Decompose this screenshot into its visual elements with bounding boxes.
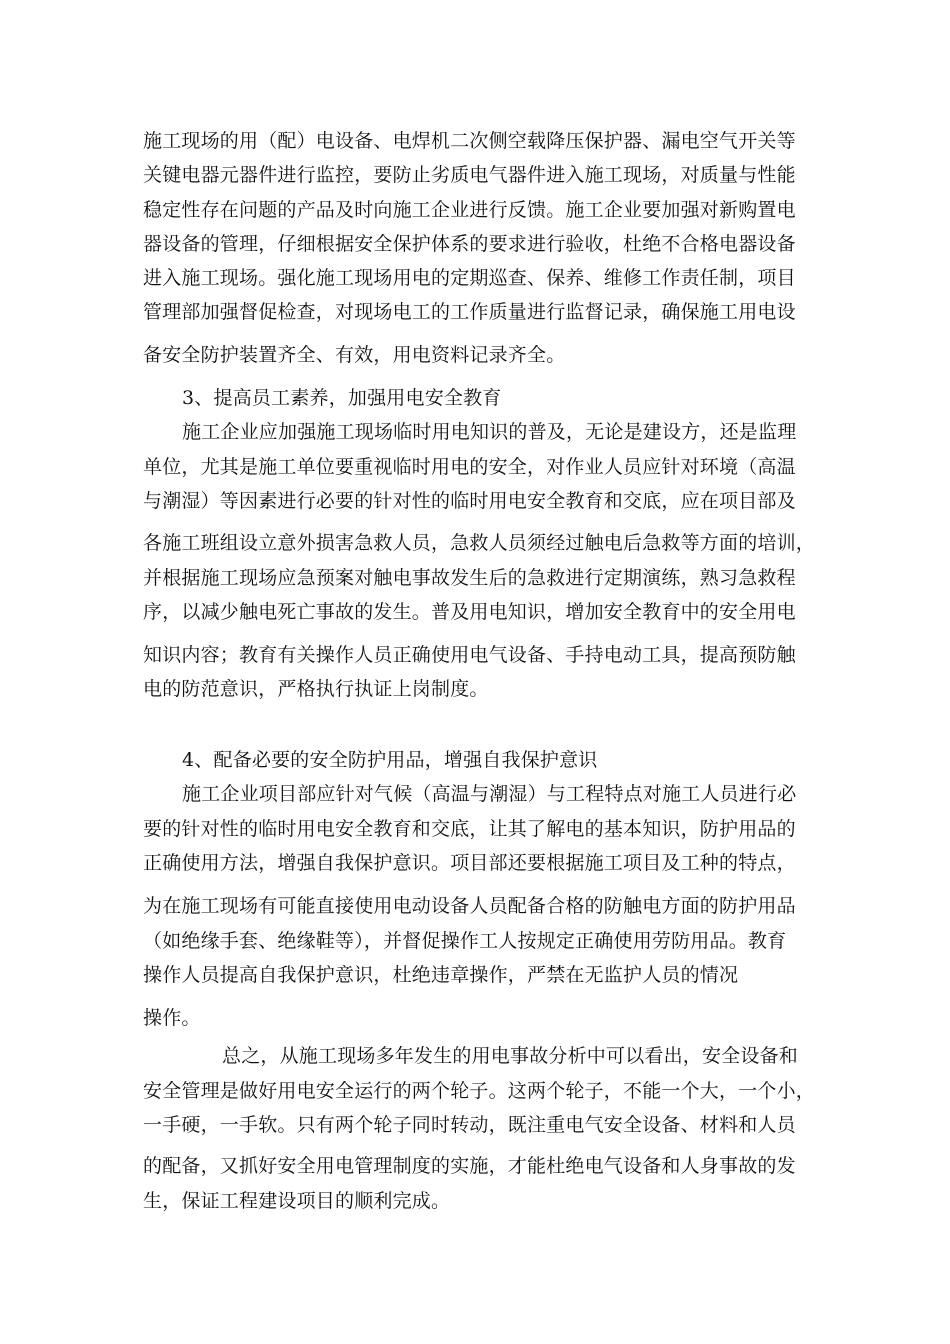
paragraph-line: 知识内容；教育有关操作人员正确使用电气设备、手持电动工具，提高预防触 xyxy=(143,644,796,666)
paragraph-line: 正确使用方法，增强自我保护意识。项目部还要根据施工项目及工种的特点， xyxy=(143,852,796,874)
summary-line: 生，保证工程建设项目的顺利完成。 xyxy=(143,1190,451,1212)
summary-line: 一手硬，一手软。只有两个轮子同时转动，既注重电气安全设备、材料和人员 xyxy=(143,1114,796,1136)
paragraph-line: 施工企业应加强施工现场临时用电知识的普及，无论是建设方，还是监理 xyxy=(182,421,797,443)
paragraph-line: 与潮湿）等因素进行必要的针对性的临时用电安全教育和交底，应在项目部及 xyxy=(143,490,796,512)
summary-line: 总之，从施工现场多年发生的用电事故分析中可以看出，安全设备和 xyxy=(222,1045,799,1067)
paragraph-line: 稳定性存在问题的产品及时向施工企业进行反馈。施工企业要加强对新购置电 xyxy=(143,199,796,221)
paragraph-line: 器设备的管理，仔细根据安全保护体系的要求进行验收，杜绝不合格电器设备 xyxy=(143,233,796,255)
paragraph-line: 序，以减少触电死亡事故的发生。普及用电知识，增加安全教育中的安全用电 xyxy=(143,601,796,623)
paragraph-line: 进入施工现场。强化施工现场用电的定期巡查、保养、维修工作责任制，项目 xyxy=(143,267,796,289)
section-heading-4: 4、配备必要的安全防护用品，增强自我保护意识 xyxy=(182,749,598,771)
paragraph-line: 电的防范意识，严格执行执证上岗制度。 xyxy=(143,678,489,700)
paragraph-line: 单位，尤其是施工单位要重视临时用电的安全，对作业人员应针对环境（高温 xyxy=(143,456,796,478)
paragraph-line: 操作。 xyxy=(143,1007,201,1029)
paragraph-line: 并根据施工现场应急预案对触电事故发生后的急救进行定期演练，熟习急救程 xyxy=(143,567,796,589)
paragraph-line: 操作人员提高自我保护意识，杜绝违章操作，严禁在无监护人员的情况 xyxy=(143,964,739,986)
paragraph-line: 各施工班组设立意外损害急救人员，急救人员须经过触电后急救等方面的培训， xyxy=(143,532,816,554)
paragraph-line: 为在施工现场有可能直接使用电动设备人员配备合格的防触电方面的防护用品 xyxy=(143,895,796,917)
paragraph-line: 施工企业项目部应针对气候（高温与潮湿）与工程特点对施工人员进行必 xyxy=(182,783,797,805)
paragraph-line: 关键电器元器件进行监控，要防止劣质电气器件进入施工现场，对质量与性能 xyxy=(143,164,796,186)
paragraph-line: 备安全防护装置齐全、有效，用电资料记录齐全。 xyxy=(143,344,566,366)
paragraph-line: （如绝缘手套、绝缘鞋等），并督促操作工人按规定正确使用劳防用品。教育 xyxy=(143,930,787,952)
paragraph-line: 施工现场的用（配）电设备、电焊机二次侧空载降压保护器、漏电空气开关等 xyxy=(143,130,796,152)
paragraph-line: 要的针对性的临时用电安全教育和交底，让其了解电的基本知识，防护用品的 xyxy=(143,818,796,840)
paragraph-line: 管理部加强督促检查，对现场电工的工作质量进行监督记录，确保施工用电设 xyxy=(143,301,796,323)
summary-line: 安全管理是做好用电安全运行的两个轮子。这两个轮子，不能一个大，一个小， xyxy=(143,1080,816,1102)
summary-line: 的配备，又抓好安全用电管理制度的实施，才能杜绝电气设备和人身事故的发 xyxy=(143,1155,796,1177)
section-heading-3: 3、提高员工素养，加强用电安全教育 xyxy=(182,387,502,409)
